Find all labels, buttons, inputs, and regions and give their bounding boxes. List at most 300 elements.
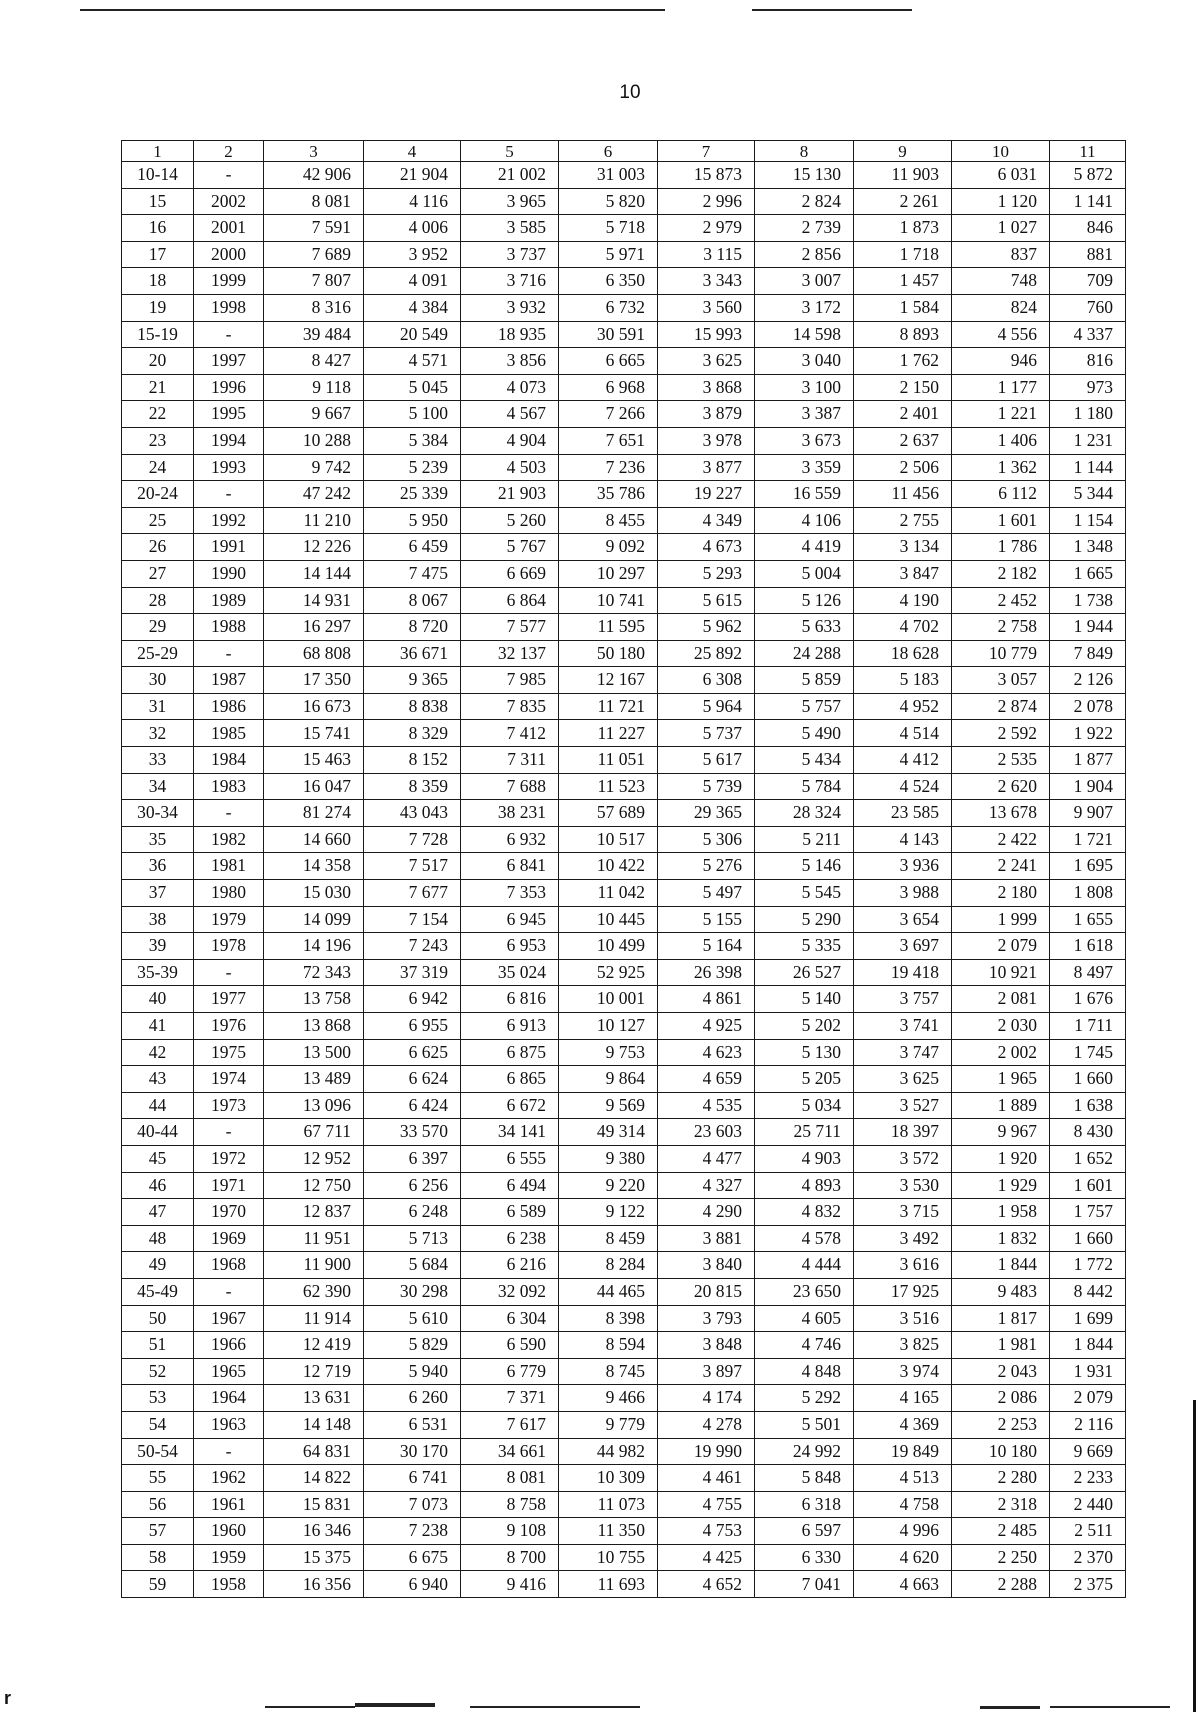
table-cell: 43 043 (364, 800, 461, 827)
column-header: 5 (461, 141, 559, 162)
row-label-year: 1990 (194, 560, 264, 587)
column-header: 7 (658, 141, 755, 162)
table-cell: 881 (1050, 241, 1126, 268)
table-row (122, 507, 1126, 534)
table-cell: 1 406 (952, 427, 1050, 454)
table-cell: 4 369 (854, 1411, 952, 1438)
table-cell: 1 660 (1050, 1066, 1126, 1093)
table-cell: 10 499 (559, 933, 658, 960)
row-label-age: 40 (122, 986, 194, 1013)
table-cell: 9 108 (461, 1518, 559, 1545)
table-cell: 6 031 (952, 162, 1050, 189)
table-cell: 9 220 (559, 1172, 658, 1199)
scan-bottom-rule-5 (1050, 1706, 1170, 1708)
row-label-age: 20-24 (122, 481, 194, 508)
row-label-year: 1995 (194, 401, 264, 428)
table-cell: 2 126 (1050, 667, 1126, 694)
table-cell: 9 122 (559, 1199, 658, 1226)
table-cell: 15 873 (658, 162, 755, 189)
column-header: 3 (264, 141, 364, 162)
table-row (122, 1411, 1126, 1438)
table-cell: 15 030 (264, 880, 364, 907)
table-row (122, 215, 1126, 242)
table-cell: 2 996 (658, 188, 755, 215)
table-cell: 4 503 (461, 454, 559, 481)
table-cell: 8 720 (364, 614, 461, 641)
row-label-age: 29 (122, 614, 194, 641)
table-cell: 7 577 (461, 614, 559, 641)
table-cell: 26 398 (658, 959, 755, 986)
table-row (122, 454, 1126, 481)
table-cell: 8 838 (364, 693, 461, 720)
row-label-age: 44 (122, 1092, 194, 1119)
table-cell: 9 864 (559, 1066, 658, 1093)
row-label-age: 36 (122, 853, 194, 880)
row-label-year: 2000 (194, 241, 264, 268)
table-cell: 5 239 (364, 454, 461, 481)
table-cell: 39 484 (264, 321, 364, 348)
table-cell: 3 877 (658, 454, 755, 481)
row-label-year: 1989 (194, 587, 264, 614)
table-cell: 6 330 (755, 1544, 854, 1571)
table-cell: 2 116 (1050, 1411, 1126, 1438)
table-row (122, 1013, 1126, 1040)
table-cell: 10 309 (559, 1465, 658, 1492)
table-cell: 13 631 (264, 1385, 364, 1412)
table-cell: 5 292 (755, 1385, 854, 1412)
table-cell: 7 677 (364, 880, 461, 907)
table-cell: 2 755 (854, 507, 952, 534)
table-cell: 2 253 (952, 1411, 1050, 1438)
table-cell: 10 779 (952, 640, 1050, 667)
table-cell: 12 719 (264, 1358, 364, 1385)
table-cell: 6 665 (559, 348, 658, 375)
table-cell: 6 945 (461, 906, 559, 933)
table-cell: 1 660 (1050, 1225, 1126, 1252)
row-label-age: 30 (122, 667, 194, 694)
table-cell: 816 (1050, 348, 1126, 375)
table-cell: 29 365 (658, 800, 755, 827)
table-cell: 11 903 (854, 162, 952, 189)
row-label-age: 35 (122, 826, 194, 853)
table-cell: 35 786 (559, 481, 658, 508)
table-cell: 36 671 (364, 640, 461, 667)
table-cell: 8 700 (461, 1544, 559, 1571)
table-cell: 1 721 (1050, 826, 1126, 853)
row-label-year: 1963 (194, 1411, 264, 1438)
table-row (122, 1252, 1126, 1279)
table-cell: 16 356 (264, 1571, 364, 1598)
table-cell: 6 865 (461, 1066, 559, 1093)
table-cell: 9 779 (559, 1411, 658, 1438)
row-label-year: 1958 (194, 1571, 264, 1598)
row-label-age: 26 (122, 534, 194, 561)
table-cell: 6 304 (461, 1305, 559, 1332)
table-row (122, 880, 1126, 907)
table-cell: 6 732 (559, 294, 658, 321)
table-row (122, 401, 1126, 428)
table-cell: 13 500 (264, 1039, 364, 1066)
row-label-age: 27 (122, 560, 194, 587)
table-cell: 4 893 (755, 1172, 854, 1199)
table-cell: 4 116 (364, 188, 461, 215)
table-cell: 19 227 (658, 481, 755, 508)
table-cell: 6 672 (461, 1092, 559, 1119)
table-cell: 6 531 (364, 1411, 461, 1438)
table-cell: 3 560 (658, 294, 755, 321)
table-cell: 25 711 (755, 1119, 854, 1146)
table-cell: 1 180 (1050, 401, 1126, 428)
table-cell: 6 590 (461, 1332, 559, 1359)
table-cell: 5 140 (755, 986, 854, 1013)
table-cell: 18 935 (461, 321, 559, 348)
row-label-year: 2002 (194, 188, 264, 215)
column-header: 10 (952, 141, 1050, 162)
table-cell: 1 873 (854, 215, 952, 242)
table-cell: 1 745 (1050, 1039, 1126, 1066)
table-cell: 5 964 (658, 693, 755, 720)
table-cell: 2 078 (1050, 693, 1126, 720)
row-label-age: 19 (122, 294, 194, 321)
table-row (122, 587, 1126, 614)
table-cell: 9 569 (559, 1092, 658, 1119)
row-label-year: 1997 (194, 348, 264, 375)
table-row (122, 667, 1126, 694)
table-cell: 4 753 (658, 1518, 755, 1545)
scan-right-edge (1193, 1400, 1196, 1712)
table-cell: 2 874 (952, 693, 1050, 720)
table-cell: 5 260 (461, 507, 559, 534)
table-cell: 4 143 (854, 826, 952, 853)
table-cell: 2 592 (952, 720, 1050, 747)
table-cell: 4 702 (854, 614, 952, 641)
table-cell: 57 689 (559, 800, 658, 827)
table-cell: 1 601 (952, 507, 1050, 534)
table-cell: 1 154 (1050, 507, 1126, 534)
table-cell: 8 152 (364, 747, 461, 774)
table-cell: 1 920 (952, 1145, 1050, 1172)
table-cell: 49 314 (559, 1119, 658, 1146)
row-label-year: 1970 (194, 1199, 264, 1226)
table-cell: 6 424 (364, 1092, 461, 1119)
table-cell: 3 936 (854, 853, 952, 880)
row-label-age: 24 (122, 454, 194, 481)
table-cell: 5 713 (364, 1225, 461, 1252)
row-label-age: 23 (122, 427, 194, 454)
table-cell: 5 617 (658, 747, 755, 774)
table-cell: 3 741 (854, 1013, 952, 1040)
table-cell: 9 483 (952, 1278, 1050, 1305)
table-cell: 11 900 (264, 1252, 364, 1279)
table-cell: 4 290 (658, 1199, 755, 1226)
table-cell: 9 667 (264, 401, 364, 428)
table-cell: 19 990 (658, 1438, 755, 1465)
table-cell: 1 889 (952, 1092, 1050, 1119)
table-cell: 6 875 (461, 1039, 559, 1066)
page-number: 10 (619, 82, 641, 103)
row-label-age: 46 (122, 1172, 194, 1199)
row-label-year: 1978 (194, 933, 264, 960)
table-cell: 1 711 (1050, 1013, 1126, 1040)
table-cell: 34 141 (461, 1119, 559, 1146)
table-cell: 6 494 (461, 1172, 559, 1199)
table-cell: 15 741 (264, 720, 364, 747)
table-cell: 26 527 (755, 959, 854, 986)
table-cell: 3 825 (854, 1332, 952, 1359)
table-cell: 3 007 (755, 268, 854, 295)
table-cell: 3 988 (854, 880, 952, 907)
table-cell: 11 693 (559, 1571, 658, 1598)
table-cell: 2 739 (755, 215, 854, 242)
table-cell: 7 517 (364, 853, 461, 880)
table-cell: 6 675 (364, 1544, 461, 1571)
table-row (122, 374, 1126, 401)
table-cell: 5 130 (755, 1039, 854, 1066)
table-cell: 2 620 (952, 773, 1050, 800)
table-cell: 3 932 (461, 294, 559, 321)
row-label-age: 16 (122, 215, 194, 242)
table-cell: 11 456 (854, 481, 952, 508)
row-label-year: 1982 (194, 826, 264, 853)
table-cell: 3 359 (755, 454, 854, 481)
table-cell: 709 (1050, 268, 1126, 295)
table-cell: 6 932 (461, 826, 559, 853)
table-cell: 33 570 (364, 1119, 461, 1146)
table-cell: 4 996 (854, 1518, 952, 1545)
table-cell: 6 555 (461, 1145, 559, 1172)
table-cell: 16 346 (264, 1518, 364, 1545)
table-cell: 6 669 (461, 560, 559, 587)
table-cell: 3 625 (658, 348, 755, 375)
table-cell: 6 216 (461, 1252, 559, 1279)
table-cell: 5 384 (364, 427, 461, 454)
row-label-age: 17 (122, 241, 194, 268)
row-label-age: 42 (122, 1039, 194, 1066)
table-cell: 2 824 (755, 188, 854, 215)
row-label-age: 47 (122, 1199, 194, 1226)
row-label-year: 1965 (194, 1358, 264, 1385)
row-label-age: 34 (122, 773, 194, 800)
table-cell: 8 758 (461, 1491, 559, 1518)
table-cell: 14 660 (264, 826, 364, 853)
statistics-table (121, 140, 1126, 1598)
table-cell: 7 412 (461, 720, 559, 747)
table-cell: 4 278 (658, 1411, 755, 1438)
table-cell: 2 233 (1050, 1465, 1126, 1492)
table-cell: 10 445 (559, 906, 658, 933)
table-cell: 17 350 (264, 667, 364, 694)
row-label-age: 58 (122, 1544, 194, 1571)
table-cell: 5 545 (755, 880, 854, 907)
table-cell: 2 250 (952, 1544, 1050, 1571)
column-header: 11 (1050, 141, 1126, 162)
table-cell: 4 419 (755, 534, 854, 561)
row-label-age: 37 (122, 880, 194, 907)
table-cell: 23 603 (658, 1119, 755, 1146)
table-cell: 6 256 (364, 1172, 461, 1199)
table-cell: 16 673 (264, 693, 364, 720)
table-cell: 23 650 (755, 1278, 854, 1305)
row-label-year: 1972 (194, 1145, 264, 1172)
table-cell: 5 784 (755, 773, 854, 800)
table-cell: 6 955 (364, 1013, 461, 1040)
table-row (122, 826, 1126, 853)
table-cell: 3 134 (854, 534, 952, 561)
table-cell: 1 922 (1050, 720, 1126, 747)
table-cell: 4 514 (854, 720, 952, 747)
table-cell: 7 688 (461, 773, 559, 800)
table-cell: 5 610 (364, 1305, 461, 1332)
table-cell: 8 081 (461, 1465, 559, 1492)
row-label-age: 53 (122, 1385, 194, 1412)
table-cell: 18 397 (854, 1119, 952, 1146)
table-cell: 2 081 (952, 986, 1050, 1013)
table-cell: 62 390 (264, 1278, 364, 1305)
table-cell: 15 130 (755, 162, 854, 189)
table-cell: 2 182 (952, 560, 1050, 587)
table-cell: 14 358 (264, 853, 364, 880)
table-cell: 4 620 (854, 1544, 952, 1571)
table-cell: 3 492 (854, 1225, 952, 1252)
table-cell: 5 490 (755, 720, 854, 747)
table-cell: 1 718 (854, 241, 952, 268)
table-cell: 44 982 (559, 1438, 658, 1465)
table-cell: 5 045 (364, 374, 461, 401)
table-cell: 11 073 (559, 1491, 658, 1518)
table-cell: 4 477 (658, 1145, 755, 1172)
row-label-age: 20 (122, 348, 194, 375)
row-label-year: 1969 (194, 1225, 264, 1252)
table-row (122, 321, 1126, 348)
table-cell: 1 762 (854, 348, 952, 375)
table-cell: 4 652 (658, 1571, 755, 1598)
table-cell: 2 079 (952, 933, 1050, 960)
table-cell: 6 397 (364, 1145, 461, 1172)
table-row (122, 1358, 1126, 1385)
table-cell: 72 343 (264, 959, 364, 986)
table-cell: 7 041 (755, 1571, 854, 1598)
row-label-age: 39 (122, 933, 194, 960)
table-cell: 3 952 (364, 241, 461, 268)
table-cell: 30 591 (559, 321, 658, 348)
table-cell: 12 750 (264, 1172, 364, 1199)
table-cell: 4 349 (658, 507, 755, 534)
table-cell: 5 950 (364, 507, 461, 534)
table-row (122, 800, 1126, 827)
row-label-age: 22 (122, 401, 194, 428)
row-label-age: 52 (122, 1358, 194, 1385)
table-cell: 3 057 (952, 667, 1050, 694)
table-cell: 28 324 (755, 800, 854, 827)
table-cell: 1 931 (1050, 1358, 1126, 1385)
table-row (122, 1385, 1126, 1412)
table-cell: 6 318 (755, 1491, 854, 1518)
table-cell: 4 412 (854, 747, 952, 774)
table-cell: 32 137 (461, 640, 559, 667)
table-cell: 10 755 (559, 1544, 658, 1571)
table-cell: 9 466 (559, 1385, 658, 1412)
table-cell: 3 848 (658, 1332, 755, 1359)
table-cell: 11 951 (264, 1225, 364, 1252)
table-cell: 2 506 (854, 454, 952, 481)
table-row (122, 614, 1126, 641)
table-cell: 15 375 (264, 1544, 364, 1571)
table-cell: 16 047 (264, 773, 364, 800)
table-cell: 7 243 (364, 933, 461, 960)
corner-mark: r (4, 1688, 12, 1708)
table-cell: 4 425 (658, 1544, 755, 1571)
table-cell: 3 793 (658, 1305, 755, 1332)
table-cell: 5 737 (658, 720, 755, 747)
table-cell: 4 673 (658, 534, 755, 561)
table-cell: 1 786 (952, 534, 1050, 561)
table-cell: 1 695 (1050, 853, 1126, 880)
row-label-age: 15 (122, 188, 194, 215)
table-cell: 1 231 (1050, 427, 1126, 454)
row-label-age: 21 (122, 374, 194, 401)
table-cell: 3 747 (854, 1039, 952, 1066)
table-cell: 8 329 (364, 720, 461, 747)
table-cell: 5 767 (461, 534, 559, 561)
table-cell: 7 266 (559, 401, 658, 428)
table-cell: 2 758 (952, 614, 1050, 641)
row-label-year: 1964 (194, 1385, 264, 1412)
table-cell: 5 155 (658, 906, 755, 933)
row-label-age: 18 (122, 268, 194, 295)
table-cell: 11 350 (559, 1518, 658, 1545)
row-label-age: 48 (122, 1225, 194, 1252)
table-cell: 9 669 (1050, 1438, 1126, 1465)
row-label-year: 1962 (194, 1465, 264, 1492)
table-cell: 8 442 (1050, 1278, 1126, 1305)
table-cell: 2 180 (952, 880, 1050, 907)
table-cell: 6 308 (658, 667, 755, 694)
table-cell: 1 457 (854, 268, 952, 295)
table-cell: 7 311 (461, 747, 559, 774)
table-cell: 3 974 (854, 1358, 952, 1385)
table-row (122, 1092, 1126, 1119)
table-cell: 2 318 (952, 1491, 1050, 1518)
table-cell: 4 513 (854, 1465, 952, 1492)
row-label-year: 1966 (194, 1332, 264, 1359)
table-cell: 14 598 (755, 321, 854, 348)
table-cell: 6 597 (755, 1518, 854, 1545)
table-cell: 1 584 (854, 294, 952, 321)
table-cell: 13 096 (264, 1092, 364, 1119)
table-cell: 8 316 (264, 294, 364, 321)
table-cell: 6 816 (461, 986, 559, 1013)
table-cell: 3 697 (854, 933, 952, 960)
table-cell: 14 099 (264, 906, 364, 933)
table-cell: 6 841 (461, 853, 559, 880)
table-row (122, 1039, 1126, 1066)
table-cell: 5 971 (559, 241, 658, 268)
row-label-age: 45 (122, 1145, 194, 1172)
row-label-age: 55 (122, 1465, 194, 1492)
table-cell: 3 978 (658, 427, 755, 454)
table-row (122, 853, 1126, 880)
table-cell: 14 822 (264, 1465, 364, 1492)
table-cell: 12 167 (559, 667, 658, 694)
table-row (122, 1491, 1126, 1518)
table-cell: 4 832 (755, 1199, 854, 1226)
header-row (122, 141, 1126, 162)
table-cell: 30 298 (364, 1278, 461, 1305)
table-cell: 8 455 (559, 507, 658, 534)
table-cell: 16 297 (264, 614, 364, 641)
row-label-age: 35-39 (122, 959, 194, 986)
row-label-year: 1967 (194, 1305, 264, 1332)
